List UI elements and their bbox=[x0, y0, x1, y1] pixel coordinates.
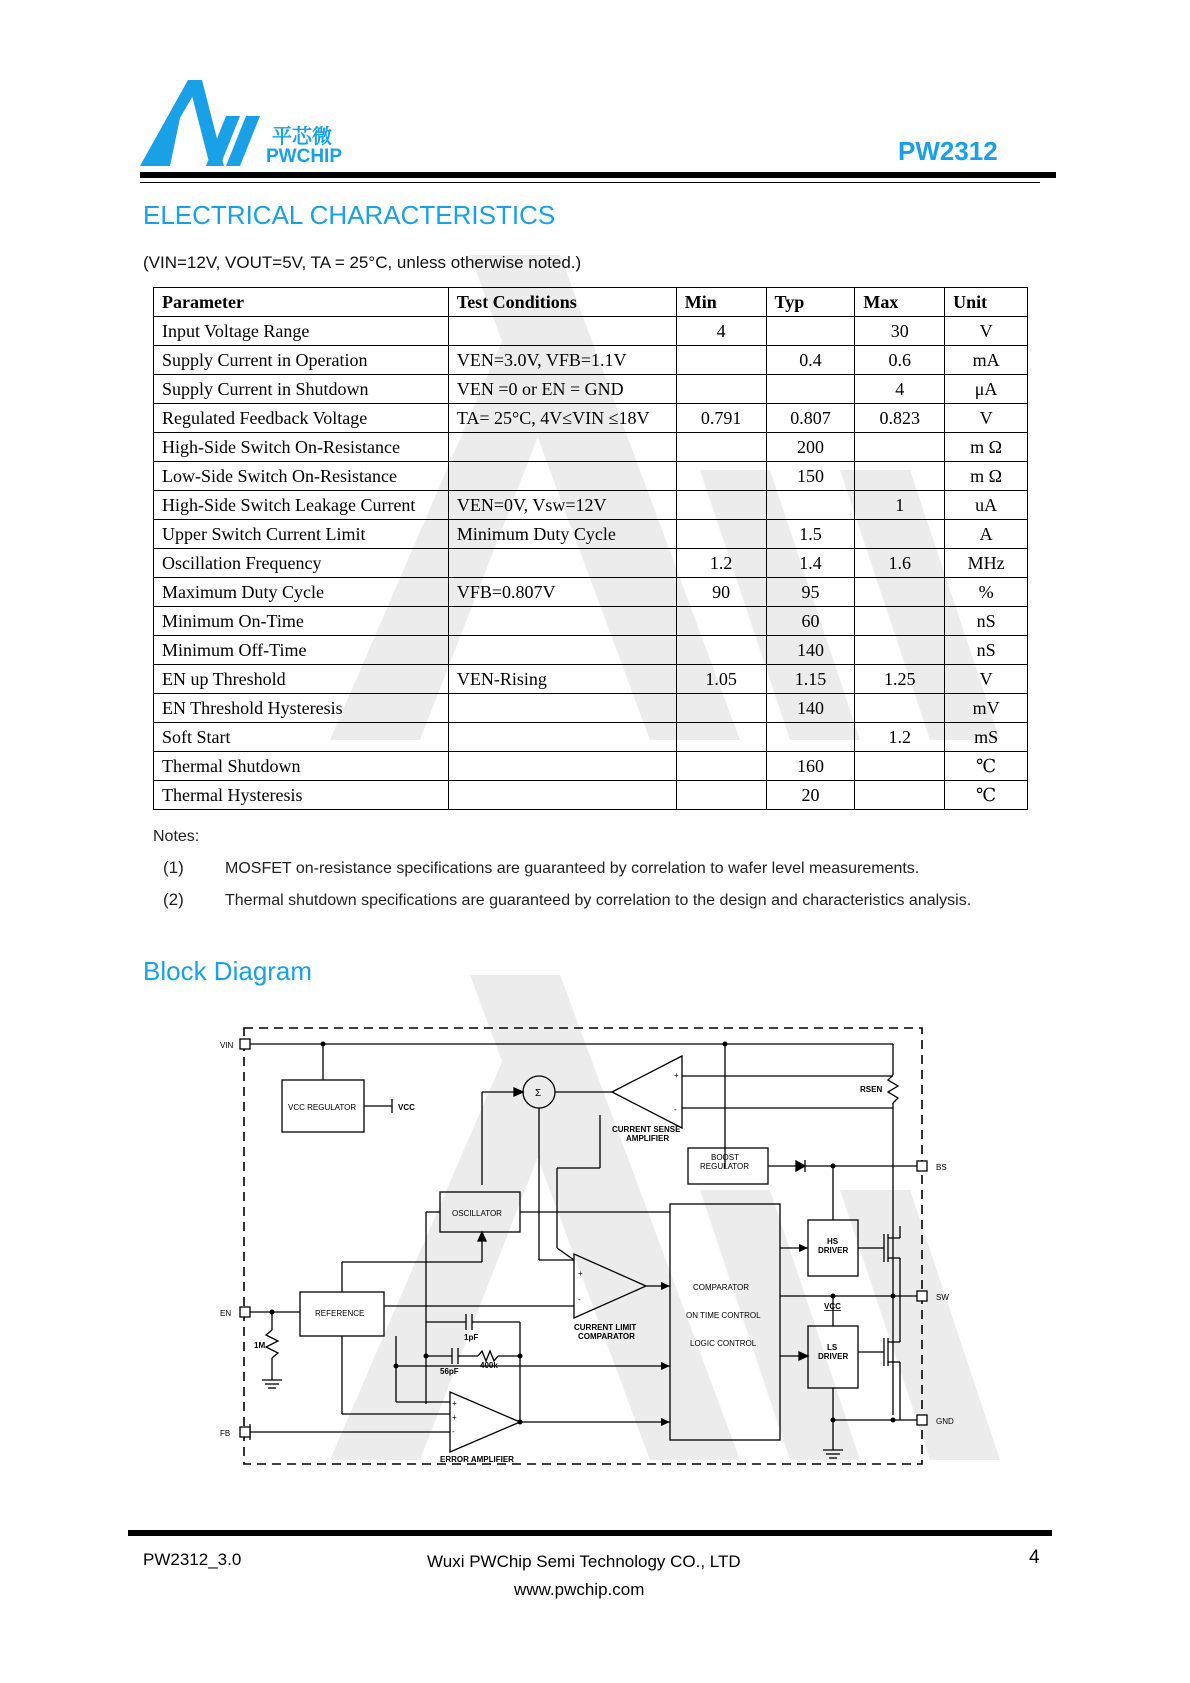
electrical-characteristics-table bbox=[153, 287, 1028, 810]
test-conditions-cell: TA= 25°C, 4V≤VIN ≤18V bbox=[448, 404, 676, 433]
unit-cell: V bbox=[945, 404, 1028, 433]
test-conditions-cell: VEN=0V, Vsw=12V bbox=[448, 491, 676, 520]
min-cell bbox=[676, 607, 766, 636]
note-index: (2) bbox=[163, 890, 184, 909]
max-cell bbox=[855, 694, 945, 723]
unit-cell: V bbox=[945, 317, 1028, 346]
hs-driver-label: HS bbox=[827, 1237, 839, 1246]
max-cell bbox=[855, 781, 945, 810]
table-row bbox=[154, 578, 1028, 607]
typ-cell bbox=[766, 491, 855, 520]
typ-cell: 20 bbox=[766, 781, 855, 810]
pin-label-fb: FB bbox=[220, 1429, 231, 1438]
parameter-cell: Thermal Shutdown bbox=[154, 752, 449, 781]
typ-cell: 160 bbox=[766, 752, 855, 781]
parameter-cell: Maximum Duty Cycle bbox=[154, 578, 449, 607]
min-cell bbox=[676, 752, 766, 781]
pin-label-gnd: GND bbox=[936, 1417, 954, 1426]
typ-cell: 200 bbox=[766, 433, 855, 462]
parameter-cell: EN Threshold Hysteresis bbox=[154, 694, 449, 723]
parameter-cell: Soft Start bbox=[154, 723, 449, 752]
parameter-cell: Minimum Off-Time bbox=[154, 636, 449, 665]
max-cell: 30 bbox=[855, 317, 945, 346]
table-row bbox=[154, 752, 1028, 781]
typ-cell: 0.807 bbox=[766, 404, 855, 433]
table-row bbox=[154, 549, 1028, 578]
cap-56pf-label: 56pF bbox=[440, 1367, 459, 1376]
pin-bs bbox=[917, 1161, 927, 1171]
parameter-cell: EN up Threshold bbox=[154, 665, 449, 694]
vcc-label: VCC bbox=[398, 1103, 415, 1112]
on-time-control-label: ON TIME CONTROL bbox=[686, 1311, 761, 1320]
table-row bbox=[154, 346, 1028, 375]
boost-regulator-label: BOOST bbox=[711, 1153, 740, 1162]
max-cell: 1.6 bbox=[855, 549, 945, 578]
table-row bbox=[154, 317, 1028, 346]
test-conditions-cell: VFB=0.807V bbox=[448, 578, 676, 607]
typ-cell: 95 bbox=[766, 578, 855, 607]
test-conditions-cell: VEN-Rising bbox=[448, 665, 676, 694]
error-amplifier-label: ERROR AMPLIFIER bbox=[440, 1455, 514, 1464]
max-cell: 1 bbox=[855, 491, 945, 520]
parameter-cell: Supply Current in Operation bbox=[154, 346, 449, 375]
test-conditions-cell bbox=[448, 462, 676, 491]
test-conditions-cell: VEN =0 or EN = GND bbox=[448, 375, 676, 404]
unit-cell: nS bbox=[945, 636, 1028, 665]
table-row bbox=[154, 636, 1028, 665]
unit-cell: mV bbox=[945, 694, 1028, 723]
min-cell bbox=[676, 723, 766, 752]
pin-label-en: EN bbox=[220, 1309, 232, 1318]
boost-regulator-label-2: REGULATOR bbox=[700, 1162, 750, 1171]
reference-label: REFERENCE bbox=[315, 1309, 365, 1318]
table-row bbox=[154, 375, 1028, 404]
current-sense-label-2: AMPLIFIER bbox=[626, 1134, 670, 1143]
test-conditions-cell bbox=[448, 636, 676, 665]
typ-cell: 1.15 bbox=[766, 665, 855, 694]
table-row bbox=[154, 694, 1028, 723]
vcc-ls-label: VCC bbox=[824, 1302, 841, 1311]
unit-cell: nS bbox=[945, 607, 1028, 636]
min-cell bbox=[676, 781, 766, 810]
logo-chinese-text: 平芯微 bbox=[272, 124, 332, 148]
typ-cell: 140 bbox=[766, 636, 855, 665]
test-conditions-cell bbox=[448, 317, 676, 346]
pin-label-bs: BS bbox=[936, 1163, 947, 1172]
cap-1pf-label: 1pF bbox=[464, 1333, 479, 1342]
part-number: PW2312 bbox=[898, 136, 998, 166]
parameter-cell: Input Voltage Range bbox=[154, 317, 449, 346]
table-row bbox=[154, 723, 1028, 752]
oscillator-label: OSCILLATOR bbox=[452, 1209, 502, 1218]
ls-driver-label: LS bbox=[827, 1343, 838, 1352]
notes-label: Notes: bbox=[153, 828, 200, 845]
max-cell: 0.823 bbox=[855, 404, 945, 433]
test-conditions-cell bbox=[448, 781, 676, 810]
note-text: MOSFET on-resistance specifications are guaranteed by correlation to wafer level measurements. bbox=[225, 860, 920, 877]
plus-sign: + bbox=[452, 1413, 457, 1422]
minus-sign: - bbox=[578, 1295, 581, 1304]
test-conditions-cell: VEN=3.0V, VFB=1.1V bbox=[448, 346, 676, 375]
max-cell bbox=[855, 520, 945, 549]
pin-fb bbox=[240, 1427, 250, 1437]
column-header-parameter: Parameter bbox=[154, 288, 449, 317]
unit-cell: % bbox=[945, 578, 1028, 607]
comparator-label: COMPARATOR bbox=[693, 1283, 750, 1292]
parameter-cell: Thermal Hysteresis bbox=[154, 781, 449, 810]
min-cell: 1.2 bbox=[676, 549, 766, 578]
test-conditions-note: (VIN=12V, VOUT=5V, TA = 25°C, unless otherwise noted.) bbox=[143, 253, 582, 272]
header-rule-thin bbox=[140, 182, 1040, 183]
max-cell bbox=[855, 607, 945, 636]
typ-cell: 60 bbox=[766, 607, 855, 636]
test-conditions-cell bbox=[448, 549, 676, 578]
pin-sw bbox=[917, 1291, 927, 1301]
logic-control-label: LOGIC CONTROL bbox=[690, 1339, 757, 1348]
unit-cell: μA bbox=[945, 375, 1028, 404]
table-row bbox=[154, 433, 1028, 462]
parameter-cell: Oscillation Frequency bbox=[154, 549, 449, 578]
max-cell: 1.25 bbox=[855, 665, 945, 694]
typ-cell: 1.5 bbox=[766, 520, 855, 549]
parameter-cell: Upper Switch Current Limit bbox=[154, 520, 449, 549]
res-400k-label: 400k bbox=[480, 1361, 498, 1370]
parameter-cell: Regulated Feedback Voltage bbox=[154, 404, 449, 433]
min-cell bbox=[676, 636, 766, 665]
res-1m-label: 1M bbox=[254, 1341, 266, 1350]
table-row bbox=[154, 520, 1028, 549]
pin-vin bbox=[240, 1039, 250, 1049]
min-cell bbox=[676, 375, 766, 404]
pin-label-sw: SW bbox=[936, 1293, 949, 1302]
test-conditions-cell: Minimum Duty Cycle bbox=[448, 520, 676, 549]
footer-rule bbox=[128, 1530, 1052, 1536]
minus-sign: - bbox=[674, 1105, 677, 1114]
unit-cell: V bbox=[945, 665, 1028, 694]
min-cell: 90 bbox=[676, 578, 766, 607]
company-name: Wuxi PWChip Semi Technology CO., LTD bbox=[427, 1552, 741, 1571]
typ-cell bbox=[766, 317, 855, 346]
plus-sign: + bbox=[452, 1399, 457, 1408]
table-header-row bbox=[154, 288, 1028, 317]
typ-cell: 1.4 bbox=[766, 549, 855, 578]
table-row bbox=[154, 462, 1028, 491]
minus-sign: - bbox=[452, 1427, 455, 1436]
unit-cell: ℃ bbox=[945, 781, 1028, 810]
table-row bbox=[154, 607, 1028, 636]
max-cell bbox=[855, 462, 945, 491]
test-conditions-cell bbox=[448, 433, 676, 462]
plus-sign: + bbox=[674, 1071, 679, 1080]
typ-cell: 140 bbox=[766, 694, 855, 723]
min-cell bbox=[676, 433, 766, 462]
electrical-characteristics-title: ELECTRICAL CHARACTERISTICS bbox=[143, 200, 556, 230]
unit-cell: MHz bbox=[945, 549, 1028, 578]
parameter-cell: High-Side Switch On-Resistance bbox=[154, 433, 449, 462]
unit-cell: m Ω bbox=[945, 462, 1028, 491]
min-cell bbox=[676, 462, 766, 491]
pin-en bbox=[240, 1307, 250, 1317]
table-row bbox=[154, 781, 1028, 810]
ls-driver-label-2: DRIVER bbox=[818, 1352, 849, 1361]
typ-cell bbox=[766, 375, 855, 404]
typ-cell bbox=[766, 723, 855, 752]
typ-cell: 150 bbox=[766, 462, 855, 491]
test-conditions-cell bbox=[448, 752, 676, 781]
header-rule bbox=[140, 172, 1056, 178]
max-cell bbox=[855, 752, 945, 781]
min-cell bbox=[676, 694, 766, 723]
unit-cell: uA bbox=[945, 491, 1028, 520]
page-number: 4 bbox=[1029, 1547, 1040, 1568]
block-diagram-title: Block Diagram bbox=[143, 956, 313, 986]
max-cell bbox=[855, 636, 945, 665]
hs-driver-label-2: DRIVER bbox=[818, 1246, 849, 1255]
pin-label-vin: VIN bbox=[220, 1041, 234, 1050]
typ-cell: 0.4 bbox=[766, 346, 855, 375]
max-cell: 4 bbox=[855, 375, 945, 404]
company-website: www.pwchip.com bbox=[514, 1580, 645, 1599]
min-cell: 0.791 bbox=[676, 404, 766, 433]
parameter-cell: Supply Current in Shutdown bbox=[154, 375, 449, 404]
document-id: PW2312_3.0 bbox=[143, 1550, 242, 1569]
parameter-cell: Minimum On-Time bbox=[154, 607, 449, 636]
column-header-test-conditions: Test Conditions bbox=[448, 288, 676, 317]
unit-cell: ℃ bbox=[945, 752, 1028, 781]
note-index: (1) bbox=[163, 858, 184, 877]
max-cell: 1.2 bbox=[855, 723, 945, 752]
current-sense-label: CURRENT SENSE bbox=[612, 1125, 681, 1134]
table-row bbox=[154, 665, 1028, 694]
block-diagram bbox=[200, 1010, 980, 1480]
current-limit-label-2: COMPARATOR bbox=[578, 1332, 635, 1341]
min-cell bbox=[676, 520, 766, 549]
max-cell bbox=[855, 578, 945, 607]
parameter-cell: Low-Side Switch On-Resistance bbox=[154, 462, 449, 491]
min-cell bbox=[676, 491, 766, 520]
pwchip-logo-icon bbox=[140, 78, 265, 168]
column-header-typ: Typ bbox=[766, 288, 855, 317]
unit-cell: m Ω bbox=[945, 433, 1028, 462]
sigma-label: Σ bbox=[535, 1088, 542, 1099]
unit-cell: mS bbox=[945, 723, 1028, 752]
min-cell: 1.05 bbox=[676, 665, 766, 694]
column-header-max: Max bbox=[855, 288, 945, 317]
max-cell: 0.6 bbox=[855, 346, 945, 375]
min-cell: 4 bbox=[676, 317, 766, 346]
logo-english-text: PWCHIP bbox=[266, 146, 342, 167]
vcc-regulator-label: VCC REGULATOR bbox=[288, 1103, 357, 1112]
parameter-cell: High-Side Switch Leakage Current bbox=[154, 491, 449, 520]
unit-cell: A bbox=[945, 520, 1028, 549]
pin-gnd bbox=[917, 1415, 927, 1425]
current-limit-label: CURRENT LIMIT bbox=[574, 1323, 637, 1332]
plus-sign: + bbox=[578, 1269, 583, 1278]
note-text: Thermal shutdown specifications are guaranteed by correlation to the design and characteristics analysis. bbox=[225, 892, 972, 909]
column-header-min: Min bbox=[676, 288, 766, 317]
min-cell bbox=[676, 346, 766, 375]
table-row bbox=[154, 404, 1028, 433]
table-row bbox=[154, 491, 1028, 520]
max-cell bbox=[855, 433, 945, 462]
test-conditions-cell bbox=[448, 694, 676, 723]
rsen-label: RSEN bbox=[860, 1085, 883, 1094]
test-conditions-cell bbox=[448, 607, 676, 636]
unit-cell: mA bbox=[945, 346, 1028, 375]
test-conditions-cell bbox=[448, 723, 676, 752]
column-header-unit: Unit bbox=[945, 288, 1028, 317]
